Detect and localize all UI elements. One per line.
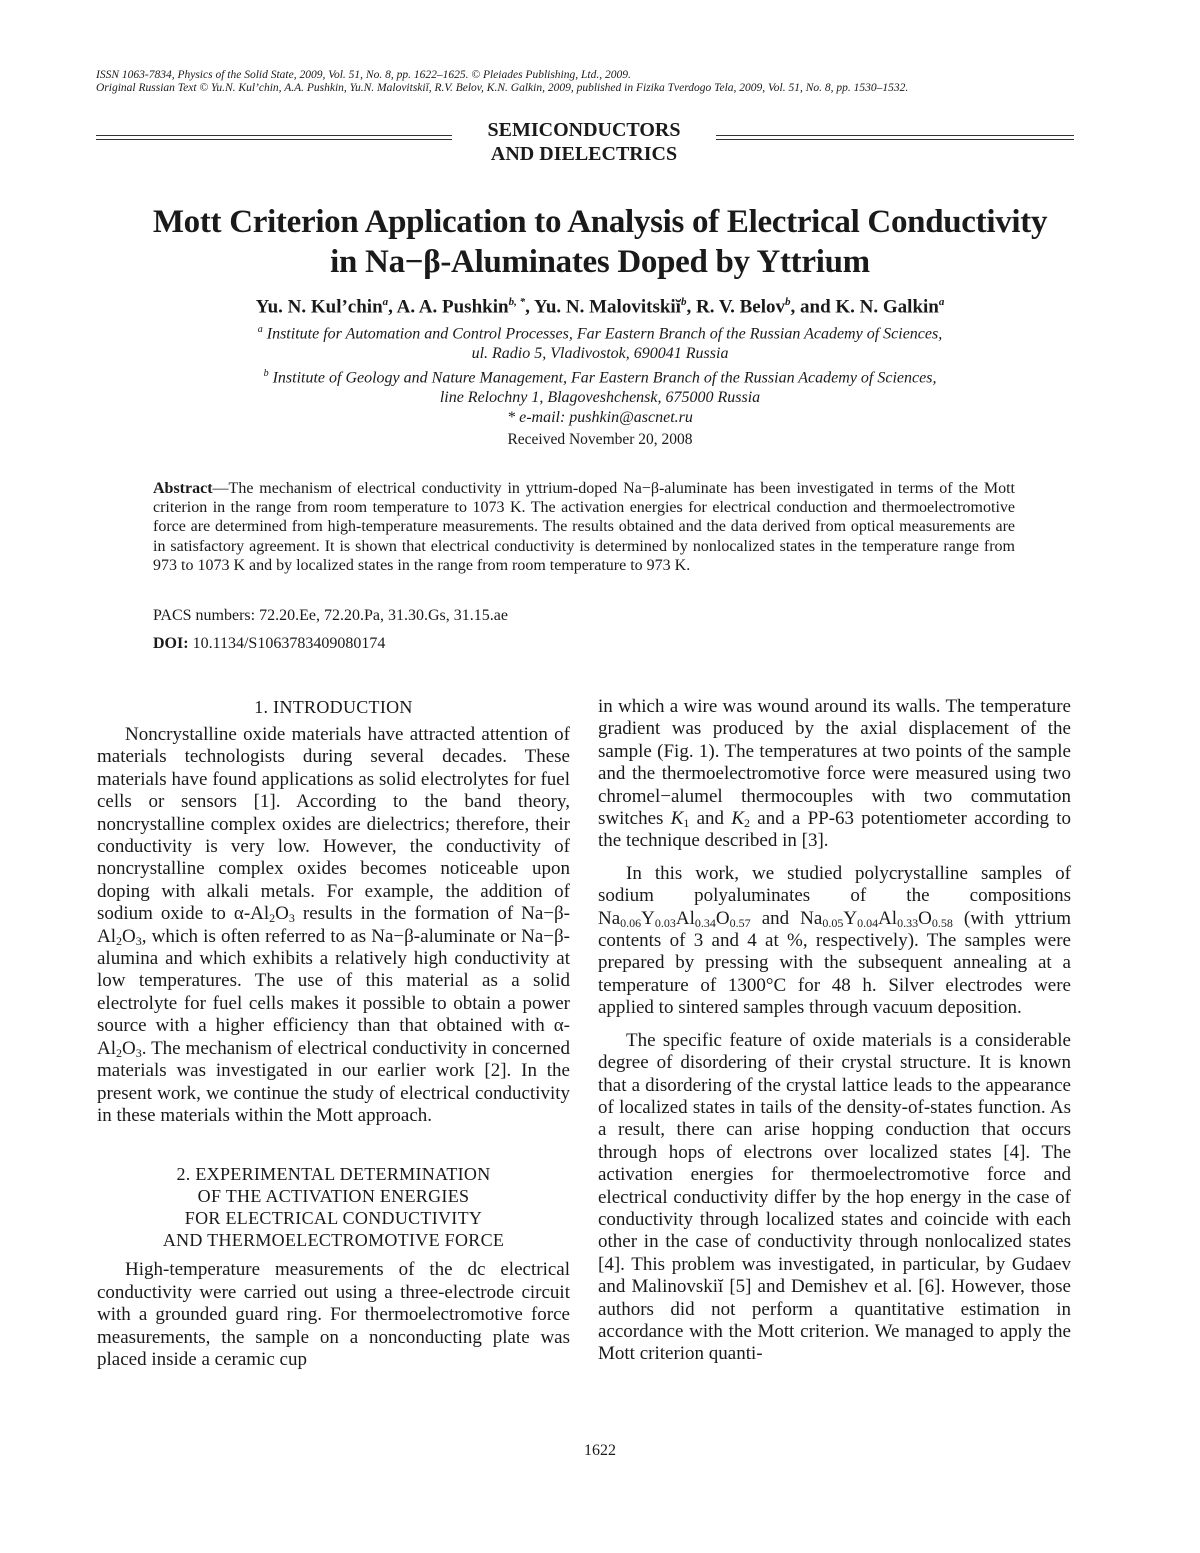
author-name: Yu. N. Kul’chin bbox=[255, 296, 383, 318]
continued-paragraph: in which a wire was wound around its walls. The temperature gradient was produced by the axial displacement of the sample (Fig. 1). The temperatures at two points of the sample and the thermoelectromotive force were measured using two chromel−alumel thermocouples with two commutation switches $K_1$ and $K_2$ and a PP-63 potentiometer according to the technique described in [3]. bbox=[598, 696, 1072, 852]
author-separator: , bbox=[686, 296, 696, 318]
doi bbox=[153, 634, 385, 654]
author-name: Yu. N. Malovitskiĭ bbox=[533, 296, 681, 318]
received-date: Received November 20, 2008 bbox=[507, 431, 693, 448]
author-affiliation-mark: b bbox=[680, 296, 687, 308]
section-2-heading bbox=[97, 1163, 570, 1251]
author-separator: , bbox=[388, 296, 397, 318]
pacs-numbers: PACS numbers: 72.20.Ee, 72.20.Pa, 31.30.Gs, 31.15.ae bbox=[153, 607, 508, 624]
affiliation-a-line-2: ul. Radio 5, Vladivostok, 690041 Russia bbox=[471, 345, 729, 363]
section-2-heading-line-2: OF THE ACTIVATION ENERGIES bbox=[197, 1186, 470, 1207]
section-1-heading: 1. INTRODUCTION bbox=[254, 697, 413, 717]
affiliation-mark: b bbox=[263, 368, 269, 379]
affiliation-mark: a bbox=[257, 324, 263, 335]
author-separator: , bbox=[525, 296, 534, 318]
section-2-heading-line-3: FOR ELECTRICAL CONDUCTIVITY bbox=[184, 1208, 483, 1229]
disorder-paragraph: The specific feature of oxide materials is a considerable degree of disordering of their crystal structure. It is known that a disordering of the crystal lattice leads to the appearance of localized states in tails of the density-of-states function. As a result, there can arise hopping conduction that occurs through hops of electrons over localized states [4]. The activation energies for thermoelectromotive force and electrical conductivity differ by the hop energy in the case of conductivity through localized states and coincide with each other in the case of conductivity through nonlocalized states [4]. This problem was investigated, in particular, by Gudaev and Malinovskiĭ [5] and Demishev et al. [6]. However, those authors did not perform a quantitative estimation in accordance with the Mott criterion. We managed to apply the Mott criterion quanti- bbox=[598, 1029, 1071, 1365]
section-2-heading-line-4: AND THERMOELECTROMOTIVE FORCE bbox=[162, 1230, 505, 1251]
author-affiliation-mark: a bbox=[938, 296, 945, 308]
doi-label: DOI: bbox=[153, 635, 189, 652]
author-name: K. N. Galkin bbox=[835, 296, 939, 318]
section-2-paragraph: High-temperature measurements of the dc electrical conductivity were carried out using a three-electrode circuit with a grounded guard ring. For thermoelectromotive force measurements, the sample on a nonconducting plate was placed inside a ceramic cup bbox=[97, 1259, 570, 1370]
abstract-text: —The mechanism of electrical conductivity in yttrium-doped Na−β-aluminate has been investigated in terms of the Mott criterion in the range from room temperature to 1073 K. The activation energies for electrical conduction and thermoelectromotive force are determined from high-temperature measurements. The results obtained and the data derived from optical measurements are in satisfactory agreement. It is shown that electrical conductivity is determined by nonlocalized states in the temperature range from 973 to 1073 K and by localized states in the range from room temperature to 973 K. bbox=[153, 480, 1015, 574]
journal-header-line-1: ISSN 1063-7834, Physics of the Solid State, 2009, Vol. 51, No. 8, pp. 1622–1625. © Pleiades Publishing, Ltd., 2009. bbox=[96, 69, 631, 81]
author-affiliation-mark: b bbox=[785, 296, 791, 308]
left-column bbox=[97, 696, 570, 1381]
title-line-1: Mott Criterion Application to Analysis of Electrical Conductivity bbox=[152, 204, 1048, 240]
intro-paragraph: Noncrystalline oxide materials have attracted attention of materials technologists during several decades. These materials have found applications as solid electrolytes for fuel cells or sensors [1]. According to the band theory, noncrystalline complex oxides are dielectrics; therefore, their conductivity is very low. However, the conductivity of noncrystalline complex oxides becomes noticeable upon doping with alkali metals. For example, the addition of sodium oxide to $\alpha-Al_2O_3$ results in the formation of $Na-\beta-Al_2O_3$, which is often referred to as Na−β-aluminate or Na−β-alumina and which exhibits a relatively high conductivity at low temperatures. The use of this material as a solid electrolyte for fuel cells makes it possible to obtain a power source with a higher efficiency than that obtained with $\alpha-Al_2O_3$. The mechanism of electrical conductivity in concerned materials was investigated in our earlier work [2]. In the present work, we continue the study of electrical conductivity in these materials within the Mott approach. bbox=[97, 724, 570, 1126]
page-number: 1622 bbox=[584, 1442, 616, 1459]
author-affiliation-mark: b, * bbox=[508, 296, 526, 308]
banner-rule-left bbox=[96, 135, 452, 140]
affiliation-a-line-1: Institute for Automation and Control Processes, Far Eastern Branch of the Russian Academy of Sciences, bbox=[266, 325, 943, 343]
author-separator: , and bbox=[790, 296, 836, 318]
affiliation-b bbox=[100, 364, 1100, 408]
banner-rule-right bbox=[716, 135, 1074, 140]
affiliation-a bbox=[100, 320, 1100, 364]
right-column bbox=[598, 696, 1071, 1376]
doi-value: 10.1134/S1063783409080174 bbox=[192, 635, 386, 652]
section-label-line-1: SEMICONDUCTORS bbox=[487, 119, 681, 141]
abstract-label: Abstract bbox=[153, 480, 213, 497]
section-label-line-2: AND DIELECTRICS bbox=[490, 143, 678, 165]
affiliation-b-line-1: Institute of Geology and Nature Management, Far Eastern Branch of the Russian Academy of Sciences, bbox=[272, 369, 937, 387]
section-2-heading-line-1: 2. EXPERIMENTAL DETERMINATION bbox=[176, 1164, 491, 1185]
affiliation-b-line-2: line Relochny 1, Blagoveshchensk, 675000 Russia bbox=[439, 389, 761, 407]
author-list bbox=[100, 290, 1100, 319]
section-banner bbox=[96, 118, 1074, 166]
paper-title bbox=[100, 202, 1100, 282]
section-label bbox=[452, 118, 716, 166]
samples-paragraph: In this work, we studied polycrystalline samples of sodium polyaluminates of the compositions $Na_{0.06}Y_{0.03}Al_{0.34}O_{0.57}$ and $Na_{0.05}Y_{0.04}Al_{0.33}O_{0.58}$ (with yttrium contents of 3 and 4 at %, respectively). The samples were prepared by pressing with the subsequent annealing at a temperature of 1300°C for 48 h. Silver electrodes were applied to sintered samples through vacuum deposition. bbox=[598, 862, 1071, 1019]
title-line-2: in Na−β-Aluminates Doped by Yttrium bbox=[330, 244, 870, 280]
author-affiliation-mark: a bbox=[382, 296, 389, 308]
journal-header-line-2: Original Russian Text © Yu.N. Kul’chin, A.A. Pushkin, Yu.N. Malovitskiĭ, R.V. Belov, K.N. Galkin, 2009, published in Fizika Tverdogo Tela, 2009, Vol. 51, No. 8, pp. 1530–1532. bbox=[96, 82, 909, 94]
abstract bbox=[153, 479, 1015, 575]
author-name: A. A. Pushkin bbox=[396, 296, 509, 318]
author-name: R. V. Belov bbox=[695, 296, 786, 318]
corresponding-email: * e-mail: pushkin@ascnet.ru bbox=[507, 409, 693, 426]
